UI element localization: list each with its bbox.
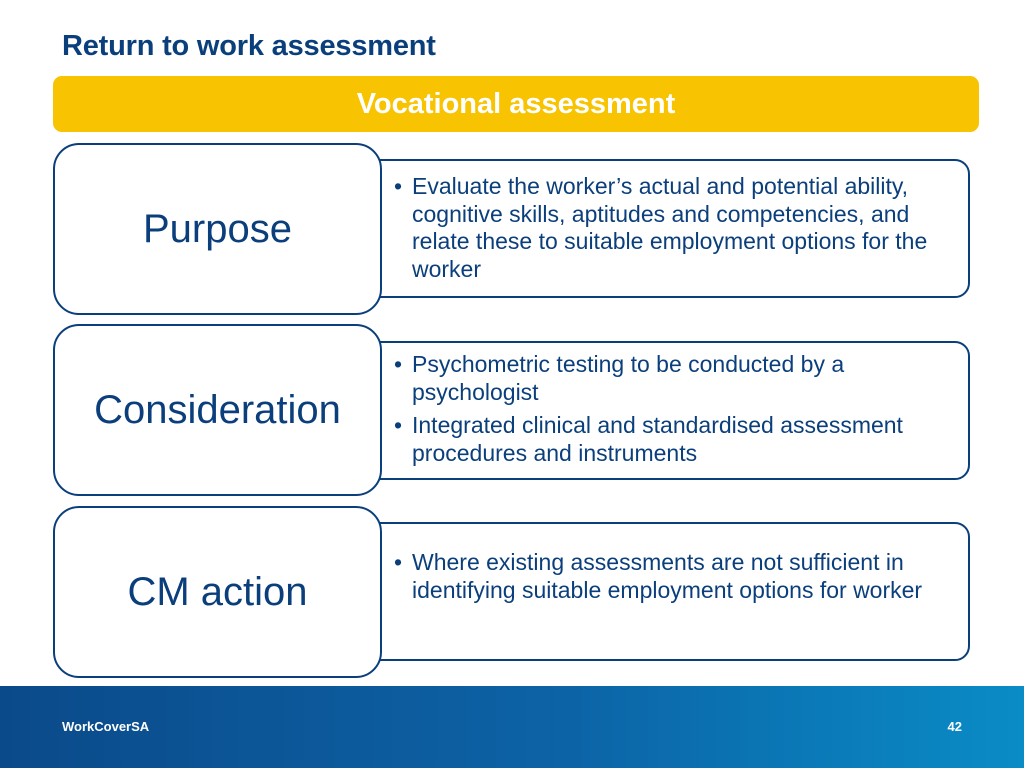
banner-title: Vocational assessment (356, 87, 676, 120)
purpose-label: Purpose (143, 206, 292, 251)
purpose-bullet: • Evaluate the worker’s actual and potential ability, cognitive skills, aptitudes and competencies, and relate these to suitable employment options for the worker (394, 173, 954, 283)
consideration-bullet: • Psychometric testing to be conducted by a psychologist (394, 351, 954, 406)
consideration-label-box (53, 324, 382, 496)
consideration-label: Consideration (94, 387, 341, 432)
consideration-bullet-list (394, 351, 954, 473)
cm-action-bullet: • Where existing assessments are not sufficient in identifying suitable employment options for worker (394, 549, 954, 604)
consideration-bullet: • Integrated clinical and standardised assessment procedures and instruments (394, 412, 954, 467)
section-banner (53, 76, 979, 132)
cm-action-label: CM action (127, 569, 308, 614)
footer-bar (0, 686, 1024, 768)
page-number: 42 (947, 719, 962, 734)
footer-organization: WorkCoverSA (62, 719, 150, 734)
cm-action-bullet-list (394, 549, 954, 610)
cm-action-label-box (53, 506, 382, 678)
slide-title: Return to work assessment (62, 30, 436, 62)
purpose-label-box (53, 143, 382, 315)
purpose-bullet-list (394, 173, 954, 289)
